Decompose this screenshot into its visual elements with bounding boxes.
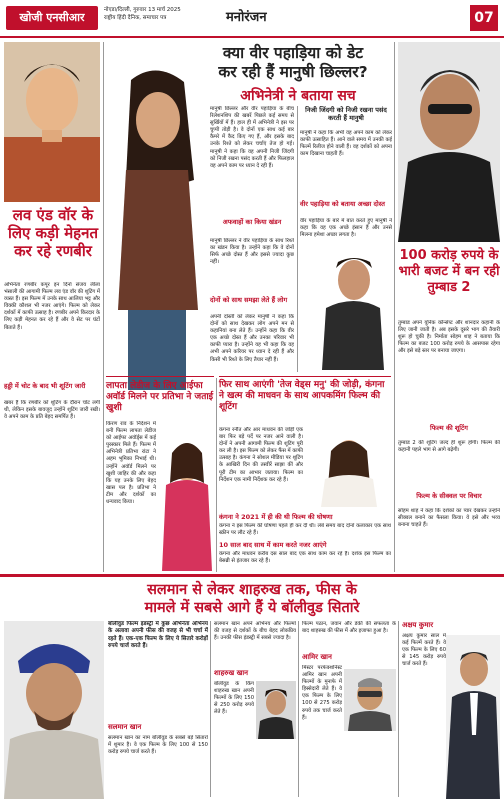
newspaper-logo: खोजी एनसीआर <box>6 6 98 30</box>
kangana-subhead-2: 10 साल बाद साथ में काम करते नजर आएंगे <box>219 541 327 549</box>
aamir-photo <box>344 669 396 731</box>
laapata-headline: लापता लेडीज के लिए आईफा अवॉर्ड मिलने पर प्रतिभा ने जताई खुशी <box>106 381 214 413</box>
fee-col-3: फिल्म पठान, जवान और डंकी की सफलता के बाद शाहरुख की फीस में और इजाफा हुआ है। <box>302 621 396 635</box>
date-line: नोएडा/दिल्ली, गुरुवार 13 मार्च 2025 <box>104 7 181 13</box>
laapata-body: किरण राव के निर्देशन में बनी फिल्म लापता लेडीज को आईफा अवॉर्ड्स में कई पुरस्कार मिले हैं। फिल्म में अभिनेत्री प्रतिभा रांटा ने अहम भूमिका निभाई थी। उन्होंने अवॉर्ड मिलने पर खुशी जाहिर की और कहा कि यह उनके लिए बेहद खास पल है। प्रतिभा ने टीम और दर्शकों का धन्यवाद किया। <box>106 421 156 506</box>
salman-name: सलमान खान <box>108 723 142 731</box>
main-col-1b: मानुषी छिल्लर ने वीर पहाड़िया के साथ रिश्ते का खंडन किया है। उन्होंने कहा कि वे दोनों सिर्फ अच्छे दोस्त हैं और इससे ज्यादा कुछ नहीं। <box>210 238 294 266</box>
ranbir-body: अभिनेता रणबीर कपूर इन दिनों संजय लीला भंसाली की आगामी फिल्म लव एंड वॉर की शूटिंग में व्यस्त हैं। इस फिल्म में उनके साथ आलिया भट्ट और विक्की कौशल भी नजर आएंगे। फिल्म को लेकर दर्शकों में काफी उत्साह है। रणबीर अपने किरदार के लिए कड़ी मेहनत कर रहे हैं और वे सेट पर घंटों बिताते हैं। <box>4 282 100 331</box>
kangana-body-2: कंगना ने इस फिल्म की घोषणा पहले ही कर दी थी। लंबे समय बाद दोनों कलाकार एक साथ स्क्रीन पर लौट रहे हैं। <box>219 523 391 537</box>
kangana-photo <box>307 427 391 507</box>
veer-photo <box>318 250 388 370</box>
page-number: 07 <box>470 5 498 31</box>
column-separator <box>298 621 299 797</box>
tumbbad-body-2: तुम्बाड 2 की शूटिंग जल्द ही शुरू होगी। फिल्म की कहानी पहले भाग से आगे बढ़ेगी। <box>398 440 500 454</box>
column-separator <box>103 42 104 572</box>
kangana-story <box>219 376 391 572</box>
tumbbad-body-3: सोहम शाह ने कहा कि दर्शकों का प्यार देखकर उन्होंने सीक्वल बनाने का फैसला किया। वे इसे और भव्य बनाना चाहते हैं। <box>398 508 500 529</box>
main-col-2: अपनी दोस्ती को लेकर मानुषी ने कहा कि दोनों को साथ देखकर लोग अपने मन से कहानियां बना लेते हैं। उन्होंने कहा कि वीर एक अच्छे दोस्त हैं और उनका परिवार भी काफी प्यारा है। उन्होंने यह भी कहा कि वह अभी अपने करियर पर ध्यान दे रही हैं और किसी भी रिश्ते के लिए तैयार नहीं हैं। <box>210 314 294 363</box>
main-subhead-3: वीर पहाड़िया को बताया अच्छा दोस्त <box>300 200 385 208</box>
fee-story <box>0 574 504 800</box>
column-separator <box>398 621 399 797</box>
ranbir-subhead: हड्डी में चोट के बाद भी शूटिंग जारी <box>4 382 86 390</box>
ranbir-headline: लव एंड वॉर के लिए कड़ी मेहनत कर रहे रणबीर <box>7 206 99 260</box>
fee-headline <box>6 581 498 617</box>
fee-headline-line-1: सलमान से लेकर शाहरुख तक, फीस के <box>147 582 357 598</box>
fee-col-2: सलमान खान अपने अभिनय और फिल्मों की वजह से दर्शकों के बीच बेहद लोकप्रिय हैं। उनकी फीस इंडस्ट्री में सबसे ज्यादा है। <box>214 621 296 642</box>
akshay-photo <box>446 635 500 799</box>
main-headline-line-1: क्या वीर पहाड़िया को डेट <box>222 44 364 62</box>
aamir-body: मिस्टर परफेक्शनिस्ट आमिर खान अपनी फिल्मों के मुनाफे में हिस्सेदारी लेते हैं। वे एक फिल्म के लिए 100 से 275 करोड़ रुपये तक चार्ज करते हैं। <box>302 665 342 721</box>
main-subhead-2: दोनों को साथ समझा लेते हैं लोग <box>210 296 288 304</box>
main-subheadline: अभिनेत्री ने बताया सच <box>240 88 356 104</box>
tumbbad-subhead-2: फिल्म के सीक्वल पर विचार <box>416 492 482 500</box>
ranbir-photo <box>4 42 100 202</box>
main-col-3b: वीर पहाड़िया के बारे में बात करते हुए मानुषी ने कहा कि वह एक अच्छे इंसान हैं और उनसे मिलना हमेशा अच्छा लगता है। <box>300 218 392 239</box>
main-headline-line-2: कर रही हैं मानुषी छिल्लर? <box>218 63 368 81</box>
main-subhead-1: अफवाहों का किया खंडन <box>222 218 282 226</box>
pratibha-photo <box>160 423 214 571</box>
srk-photo <box>256 681 296 739</box>
main-col-1: मानुषी छिल्लर और वीर पहाड़िया के बीच रिलेशनशिप की खबरें पिछले कई समय से सुर्खियों में हैं। हाल ही में अभिनेत्री ने इस पर चुप्पी तोड़ी है। वे दोनों एक साथ कई बार कैमरे में कैद किए गए हैं, और इसके बाद उनके रिश्ते को लेकर चर्चाएं तेज हो गईं। मानुषी ने कहा कि वह अपनी निजी जिंदगी को निजी रखना पसंद करती हैं और फिलहाल वह अपने काम पर ध्यान दे रही हैं। <box>210 106 294 169</box>
kangana-headline: फिर साथ आएंगी 'तेज वेड्स मनु' की जोड़ी, कंगना ने खत्म की माधवन के साथ आपकमिंग फिल्म की शूटिंग <box>219 380 385 412</box>
section-title: मनोरंजन <box>226 10 267 25</box>
column-separator <box>210 621 211 797</box>
salman-body: सलमान खान का नाम बॉलीवुड के सबसे बड़े सितारों में शुमार है। वे एक फिल्म के लिए 100 से 150 करोड़ रुपये चार्ज करते हैं। <box>108 735 208 756</box>
masthead-date <box>104 6 234 22</box>
column-separator <box>297 106 298 372</box>
srk-name: शाहरुख खान <box>214 669 249 677</box>
date-line-secondary: राष्ट्रीय हिंदी दैनिक, समाचार पत्र <box>104 15 167 21</box>
akshay-body: अक्षय कुमार साल में कई फिल्में करते हैं। वे एक फिल्म के लिए 60 से 145 करोड़ रुपये चार्ज करते हैं। <box>402 633 446 668</box>
akshay-name: अक्षय कुमार <box>402 621 434 629</box>
salman-photo <box>4 621 104 799</box>
manushi-photo <box>106 60 206 390</box>
laapata-story <box>106 376 214 572</box>
column-separator <box>394 42 395 572</box>
fee-headline-line-2: मामले में सबसे आगे हैं ये बॉलीवुड सितारे <box>144 600 360 616</box>
masthead <box>0 0 504 38</box>
tumbbad-headline: 100 करोड़ रुपये के भारी बजट में बन रही तुम्बाड 2 <box>398 248 500 295</box>
tumbbad-subhead-1: फिल्म की शूटिंग <box>430 424 468 432</box>
ranbir-body-2: खबर है कि रणबीर को शूटिंग के दौरान चोट लगी थी, लेकिन इसके बावजूद उन्होंने शूटिंग जारी रखी। वे अपने काम के प्रति बेहद समर्पित हैं। <box>4 400 100 421</box>
aamir-name: आमिर खान <box>302 653 332 661</box>
main-col-3: मानुषी ने कहा कि अभी वह अपने काम को लेकर काफी उत्साहित हैं। आने वाले समय में उनकी कई फिल्में रिलीज होने वाली हैं। वह दर्शकों को अपना काम दिखाना चाहती हैं। <box>300 130 392 158</box>
sohum-shah-photo <box>398 42 500 242</box>
fee-intro: बॉलीवुड फिल्म इंडस्ट्री में कुछ अभिनेता अभिनय के अलावा अपनी फीस की वजह से भी चर्चा में रहते हैं। एक-एक फिल्म के लिए ये सितारे करोड़ों रुपये चार्ज करते हैं। <box>108 621 208 650</box>
main-headline <box>188 44 398 82</box>
srk-body: बॉलीवुड के किंग शाहरुख खान अपनी फिल्मों के लिए 150 से 250 करोड़ रुपये लेते हैं। <box>214 681 254 716</box>
kangana-body: कंगना रनौत और आर माधवन की जोड़ी एक बार फिर बड़े पर्दे पर नजर आने वाली है। दोनों ने अपनी आगामी फिल्म की शूटिंग पूरी कर ली है। इस फिल्म को लेकर फैंस में काफी उत्साह है। कंगना ने सोशल मीडिया पर शूटिंग के आखिरी दिन की तस्वीरें साझा कीं और पूरी टीम का आभार जताया। फिल्म का निर्देशन एक नामी निर्देशक कर रहे हैं। <box>219 427 303 483</box>
main-col-3-title: निजी जिंदगी को निजी रखना पसंद करती हैं मानुषी <box>305 106 387 122</box>
kangana-body-3: कंगना और माधवन करीब दस साल बाद एक साथ काम कर रहे हैं। दर्शक इस फिल्म का बेसब्री से इंतजार कर रहे हैं। <box>219 551 391 565</box>
kangana-subhead: कंगना ने 2021 में ही की थी फिल्म की घोषणा <box>219 513 333 521</box>
column-separator <box>216 378 217 572</box>
tumbbad-body: तुम्बाड अपने यूनिक कॉन्सेप्ट और शानदार कहानी के लिए जानी जाती है। अब इसके दूसरे भाग की तैयारी शुरू हो चुकी है। निर्माता सोहम शाह ने बताया कि फिल्म का बजट 100 करोड़ रुपये के आसपास रहेगा और इसे बड़े स्तर पर बनाया जाएगा। <box>398 320 500 355</box>
